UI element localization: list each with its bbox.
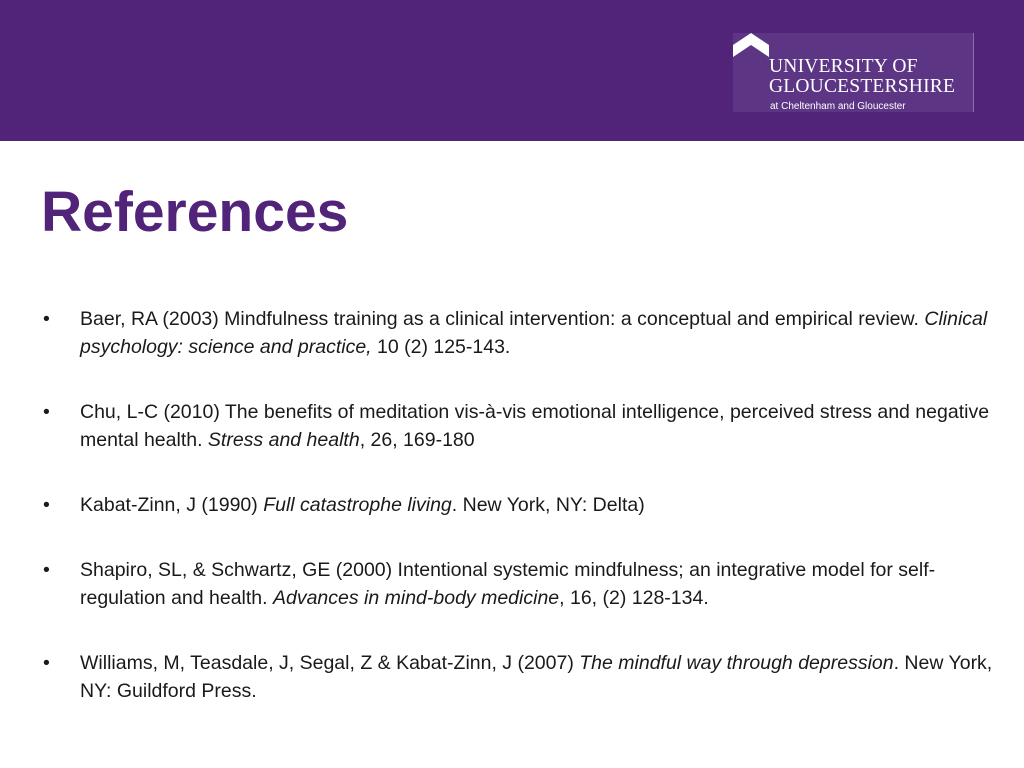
reference-list bbox=[0, 305, 1024, 742]
reference-item bbox=[0, 398, 1024, 454]
logo-line-university-of: UNIVERSITY OF bbox=[769, 56, 918, 77]
reference-details: 10 (2) 125-143. bbox=[371, 336, 511, 358]
bullet-icon: • bbox=[43, 652, 50, 674]
reference-text: Shapiro, SL, & Schwartz, GE (2000) Intentional systemic mindfulness; an integrative model for self-regulation and health. bbox=[80, 559, 936, 609]
reference-details: . New York, NY: Guildford Press. bbox=[80, 652, 993, 702]
reference-source-title: Advances in mind-body medicine bbox=[272, 587, 560, 609]
reference-text: Kabat-Zinn, J (1990) bbox=[80, 494, 264, 516]
header-band bbox=[0, 0, 1024, 141]
reference-text: Baer, RA (2003) Mindfulness training as a clinical intervention: a conceptual and empirical review. bbox=[80, 308, 925, 330]
reference-source-title: The mindful way through depression bbox=[579, 652, 894, 674]
bullet-icon: • bbox=[43, 308, 50, 330]
page-title: References bbox=[41, 180, 349, 244]
roof-emblem-icon bbox=[733, 33, 769, 63]
bullet-icon: • bbox=[43, 559, 50, 581]
reference-details: , 16, (2) 128-134. bbox=[559, 587, 709, 609]
bullet-icon: • bbox=[43, 494, 50, 516]
reference-source-title: Full catastrophe living bbox=[263, 494, 452, 516]
reference-item bbox=[0, 649, 1024, 705]
reference-details: , 26, 169-180 bbox=[359, 429, 475, 451]
reference-text: Williams, M, Teasdale, J, Segal, Z & Kabat-Zinn, J (2007) bbox=[80, 652, 580, 674]
reference-source-title: Clinical psychology: science and practice, bbox=[80, 308, 988, 358]
reference-item bbox=[0, 491, 1024, 519]
reference-source-title: Stress and health bbox=[207, 429, 360, 451]
logo-line-gloucestershire: GLOUCESTERSHIRE bbox=[769, 76, 956, 97]
reference-text: Chu, L-C (2010) The benefits of meditation vis-à-vis emotional intelligence, perceived stress and negative mental health. bbox=[80, 401, 990, 451]
reference-details: . New York, NY: Delta) bbox=[451, 494, 645, 516]
reference-item bbox=[0, 305, 1024, 361]
reference-item bbox=[0, 556, 1024, 612]
bullet-icon: • bbox=[43, 401, 50, 423]
university-logo bbox=[733, 33, 974, 112]
logo-line-location: at Cheltenham and Gloucester bbox=[770, 101, 906, 112]
